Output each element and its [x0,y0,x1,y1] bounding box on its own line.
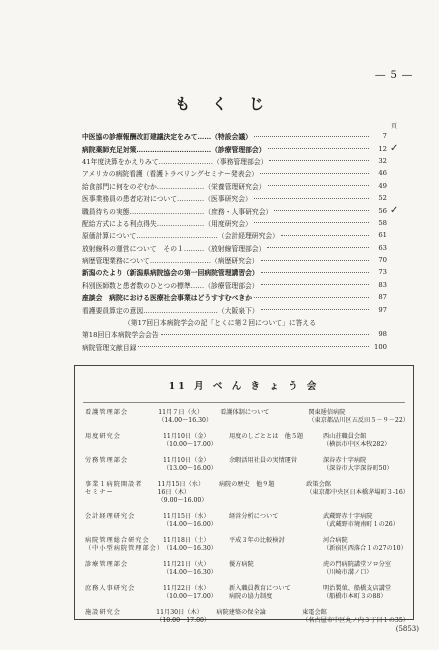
toc-entry [82,279,400,291]
schedule-venue [323,537,413,559]
schedule-row [75,560,413,584]
page-column-header: 頁 [390,123,397,130]
toc-entry-title: 座談会 病院における医療社会事業はどうすすむべきか [82,294,252,303]
schedule-venue-line: 政策会館 [306,481,331,488]
schedule-topic-line: 病院建築の保全論 [216,609,266,616]
schedule-date [163,457,229,479]
schedule-date [158,481,219,511]
toc-entry-title: 給食部門に何をのぞむか…………………（栄養管理研究会） [82,182,266,191]
schedule-group [75,433,163,455]
toc-entry-page: 7 [382,132,387,141]
schedule-date [158,409,220,431]
toc-entry [82,180,400,192]
schedule-venue-line: 東電会館 [302,609,327,616]
toc-leader-dots [254,297,369,298]
schedule-date [163,513,229,535]
schedule-venue [323,433,413,455]
toc-entry-page: 32 [378,156,387,165]
toc-entry-title: 病院管理文献目録 [82,343,137,352]
schedule-venue [323,585,413,607]
toc-leader-dots [138,346,369,347]
schedule-venue-line: （武蔵野市境南町１の26） [323,521,399,528]
schedule-topic [216,609,302,631]
schedule-title: 11 月 べ ん き ょ う 会 [168,381,320,392]
schedule-venue-line: （船橋市本町３の88） [323,593,387,600]
toc-entry [82,254,400,266]
schedule-date-line: 11月15日（水） [157,481,205,488]
schedule-group-line: 病院管理総合研究会 [85,537,150,544]
toc-entry [82,316,400,328]
schedule-date-line: （10.00～17.00） [156,617,211,624]
toc-leader-dots [268,148,369,149]
toc-entry [82,291,400,303]
toc-entry [82,229,400,241]
schedule-topic [219,481,306,511]
toc-entry-title: 中医協の診療報酬改訂建議決定をみて……（特設会議） [82,133,252,142]
schedule-topic [229,433,323,455]
schedule-topic [229,457,323,479]
schedule-date-line: （9.00～16.00） [157,497,208,504]
toc-entry [82,155,400,167]
schedule-row [75,584,413,608]
schedule-group-line: 会計経理研究会 [85,513,136,520]
toc-entry-title: 新潟のたより（新潟県病院協会の第一回病院管理講習会） [82,269,259,278]
toc-entry-title: 病院薬師充足対策……………………………（診療管理部会） [82,145,266,154]
schedule-venue [323,513,413,535]
schedule-date-line: 11月18日（土） [163,537,210,544]
schedule-topic-line: 病院の歴史 他９題 [218,481,275,488]
toc-entry-page: 73 [378,268,387,277]
schedule-date [156,609,216,631]
schedule-venue-line: 河合病院 [323,537,348,544]
schedule-date-line: （14.00～16.30） [158,417,213,424]
toc-leader-dots [269,160,369,161]
toc-entry-page: 97 [378,305,387,314]
toc-leader-dots [254,136,369,137]
toc-entry-title: （第17回日本病院学会の記「とくに第２回について」に答える [124,319,317,328]
toc-entry-title: 看護要員算定の意図……………………………（大阪泉下） [82,306,259,315]
schedule-topic [229,561,323,583]
schedule-group-line: 事業１病院開設者 [85,481,143,488]
toc-leader-dots [254,198,369,199]
schedule-topic [220,409,308,431]
toc-entry-title: 配給方式による利点得失…………………（用度研究会） [82,219,252,228]
schedule-date [163,585,229,607]
schedule-group-line: 用度研究会 [85,433,121,440]
toc-entry-page: 49 [378,181,387,190]
schedule-group-line: 看護管理部会 [85,409,129,416]
toc-entry-title: アメリカの病院看護（看護トラベリングセミナー発表会） [82,170,259,179]
toc-entry-title: 第18回日本病院学会会告 [82,331,159,340]
toc-entry-page: 98 [378,330,387,339]
schedule-date [163,433,229,455]
toc-leader-dots [281,235,369,236]
schedule-venue [323,457,413,479]
schedule-box [74,365,414,624]
schedule-venue-line: 武蔵野赤十字病院 [323,513,373,520]
toc-leader-dots [260,173,369,174]
schedule-venue-line: 明治製菓、船橋支店講堂 [323,585,392,592]
schedule-venue-line: （名古屋市中区丸ノ内３丁目１の35） [302,617,409,624]
schedule-group [75,537,163,559]
toc-entry [82,328,400,340]
schedule-venue-line: 虎の門病院講堂ソロ分室 [323,561,392,568]
schedule-row [75,608,413,632]
check-mark-icon: ✓ [390,205,399,217]
schedule-topic-line: 用度のしごととは 他５題 [229,433,304,440]
schedule-row [75,408,413,432]
schedule-topic-line: 余暇活用社員の実情運営 [229,457,298,464]
schedule-topic-line: 平成３年の比較検討 [229,537,285,544]
toc-entry-page: 52 [378,194,387,203]
schedule-date [163,537,229,559]
toc-leader-dots [267,247,369,248]
schedule-venue [323,561,413,583]
toc-entry [82,192,400,204]
toc-leader-dots [261,260,369,261]
toc-entry-title: 原価計算について………………………………（会計経理研究会） [82,232,279,241]
schedule-date [163,561,229,583]
schedule-row [75,536,413,560]
schedule-venue-line: （川崎市溝ノ口） [323,569,373,576]
page-title: もくじ [174,95,286,113]
schedule-date-line: （14.00～16.00） [163,521,217,528]
schedule-venue-line: （横浜市中区本牧282） [323,441,391,448]
schedule-venue-line: （東京都中央区日本橋茅場町３-16） [306,489,409,496]
schedule-topic-line: 優方病院 [229,561,254,568]
schedule-group-line: 庶務人事研究会 [85,585,136,592]
toc-entry [82,142,400,154]
schedule-venue-line: 深谷赤十字病院 [323,457,367,464]
schedule-date-line: 11月21日（火） [163,561,210,568]
schedule-venue [308,409,413,431]
schedule-date-line: （13.00～16.00） [163,465,217,472]
toc-leader-dots [161,334,369,335]
page-code: (5853) [395,625,419,633]
toc-leader-dots [254,222,369,223]
schedule-row [75,432,413,456]
schedule-group [75,561,163,583]
toc-entry-title: 病歴管理業務について………………………（病歴研究会） [82,257,259,266]
schedule-group-line: セミナー [85,489,114,496]
schedule-group-line: 診療管理部会 [85,561,129,568]
schedule-topic [229,513,323,535]
table-of-contents [82,130,400,353]
schedule-date-line: （14.00～16.30） [163,545,217,552]
schedule-row [75,456,413,480]
schedule-topic-line: 病院の協力制度 [229,593,273,600]
schedule-date-line: 11月15日（水） [163,513,210,520]
toc-entry-page: 61 [378,231,387,240]
schedule-group [75,585,163,607]
schedule-venue-line: （新宿区西落合１の27の10） [323,545,407,552]
schedule-date-line: 11月10日（金） [163,457,210,464]
toc-entry-page: 46 [378,169,387,178]
toc-entry-page: 83 [378,280,387,289]
toc-leader-dots [268,185,369,186]
toc-entry-page: 63 [378,243,387,252]
schedule-venue-line: （深谷市大字深谷町50） [323,465,393,472]
toc-entry-page: 12 [378,144,387,153]
toc-leader-dots [261,309,369,310]
schedule-group-line: 労務管理部会 [85,457,129,464]
toc-leader-dots [261,272,369,273]
schedule-topic [229,537,323,559]
schedule-group [75,609,156,631]
schedule-date-line: （10.00～17.00） [163,441,217,448]
schedule-row [75,512,413,536]
toc-entry [82,303,400,315]
schedule-group [75,513,163,535]
schedule-topic-line: 看護体制について [220,409,270,416]
schedule-group-line: （中小型病院管理部会） [85,545,165,552]
toc-entry-page: 87 [378,293,387,302]
page-number: ― 5 ― [375,70,413,81]
schedule-topic-line: 経営分析について [229,513,279,520]
toc-entry [82,130,400,142]
schedule-date-line: （14.00～16.30） [163,569,217,576]
schedule-group [75,409,158,431]
check-mark-icon: ✓ [390,143,399,155]
schedule-venue-line: （東京都品川区五反田５－９－22） [308,417,409,424]
toc-entry-title: 科別医師数と患者数のひとつの標準……（診療管理部会） [82,281,259,290]
schedule-group [75,481,158,511]
schedule-group-line: 施設研究会 [85,609,121,616]
toc-entry-title: 医事業務員の患者応対について…………（医事研究会） [82,195,252,204]
schedule-topic [229,585,323,607]
toc-entry-title: 職員待ちの実態……………………………（庶務・人事研究会） [82,207,273,216]
toc-entry-page: 58 [378,218,387,227]
toc-entry [82,341,400,353]
schedule-date-line: 11月30日（木） [156,609,203,616]
toc-entry [82,242,400,254]
toc-leader-dots [261,284,369,285]
schedule-date-line: （10.00～17.00） [163,593,217,600]
schedule-date-line: 11月10日（金） [163,433,210,440]
schedule-date-line: 16日（木） [157,489,191,496]
schedule-venue-line: 関東逓信病院 [308,409,346,416]
toc-leader-dots [274,210,369,211]
toc-entry [82,266,400,278]
toc-entry-title: 放射線科の運営について その１………（放射線管理部会） [82,244,266,253]
schedule-topic-line: 新入職員教育について [229,585,291,592]
toc-entry [82,204,400,216]
toc-entry [82,217,400,229]
toc-entry-title: 41年度決算をかえりみて……………………（事務管理部会） [82,157,268,166]
schedule-rows [75,403,413,632]
toc-entry [82,167,400,179]
schedule-date-line: 11月22日（水） [163,585,210,592]
schedule-date-line: 11月７日（火） [158,409,204,416]
toc-entry-page: 56 [378,206,387,215]
schedule-row [75,480,413,512]
schedule-group [75,457,163,479]
toc-entry-page: 70 [378,256,387,265]
schedule-venue [306,481,413,511]
schedule-venue-line: 西山荘職員会館 [323,433,367,440]
toc-entry-page: 100 [374,342,387,351]
